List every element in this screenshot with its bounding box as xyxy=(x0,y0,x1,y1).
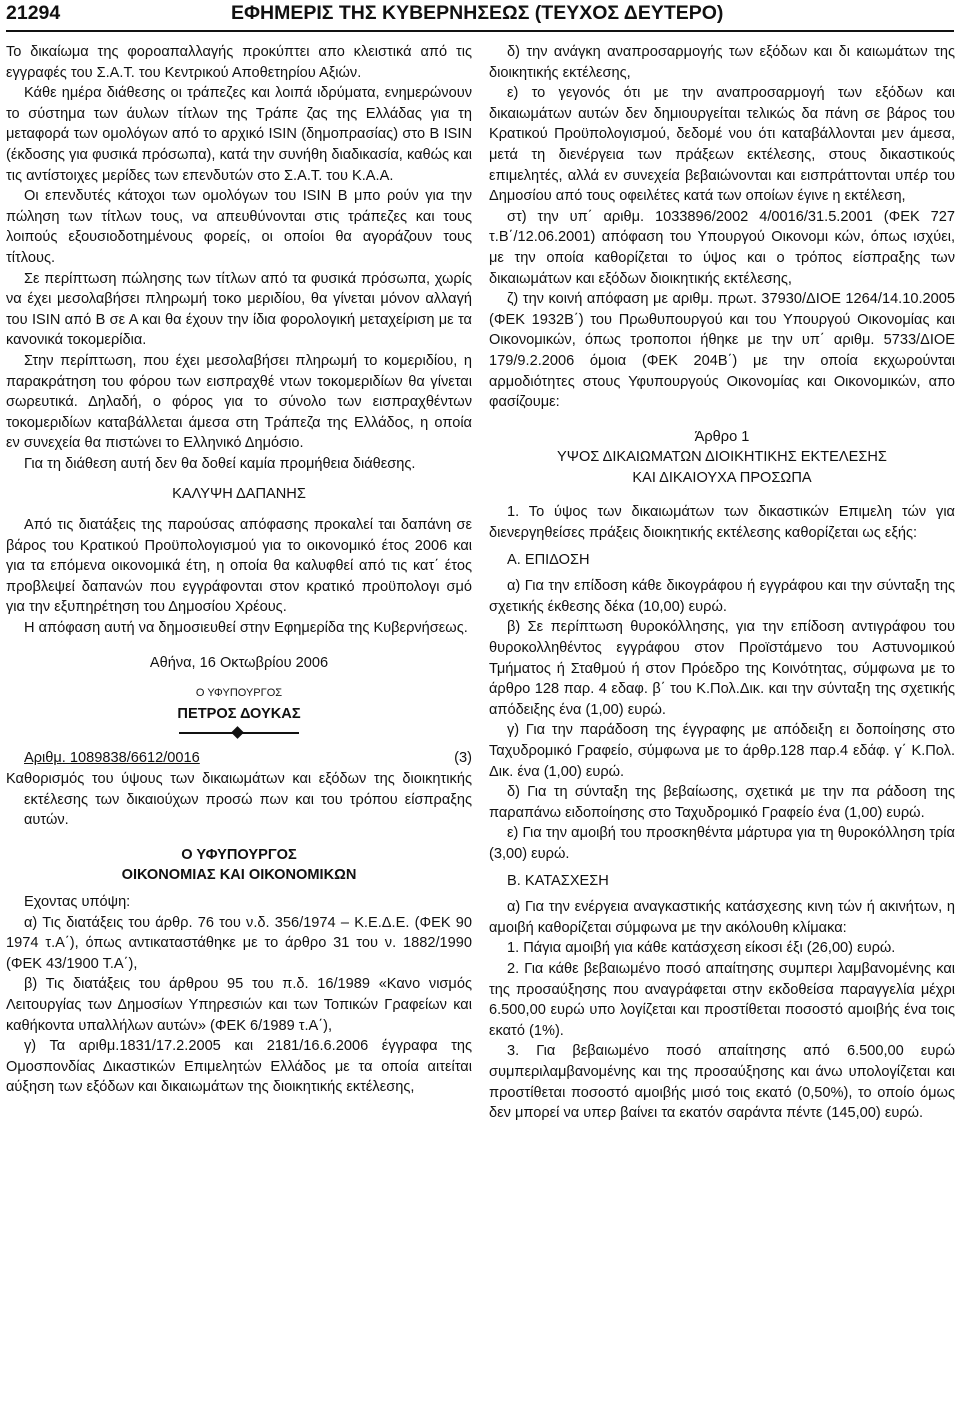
article-title: ΚΑΙ ΔΙΚΑΙΟΥΧΑ ΠΡΟΣΩΠΑ xyxy=(632,469,812,486)
article-title: ΥΨΟΣ ΔΙΚΑΙΩΜΑΤΩΝ ΔΙΟΙΚΗΤΙΚΗΣ ΕΚΤΕΛΕΣΗΣ xyxy=(557,449,887,466)
page-number: 21294 xyxy=(6,2,61,24)
list-item: γ) Για την παράδοση της έγγραφης με απόδειξη ει δοποίησης στο Ταχυδρομικό Γραφείο, σύμφωνα με το άρθρ.128 παρ.4 εδάφ. γ΄ Κ.Πολ. Δικ. ένα (1,00) ευρώ. xyxy=(489,722,955,780)
considering-item: ε) το γεγονός ότι με την αναπροσαρμογή των εξόδων και δικαιωμάτων αυτών δεν δημιουργείται τελικώς δα πάνη σε βάρος του Κρατικού Προϋπολογισμού, δεδομέ νου ότι καταβάλλονται μεν άμεσα, μετά τη διενέργεια των πράξεων εκτέλεσης, στους δικαστικούς επιμελητές, αλλά εν συνεχεία βεβαιώνονται και εισπράττονται υπέρ του Δημοσίου από τους οφειλέτες κατά των οποίων έγινε η εκτέλεση, xyxy=(489,85,955,205)
list-item: ε) Για την αμοιβή του προσκηθέντα μάρτυρα για τη θυροκόλληση τρία (3,00) ευρώ. xyxy=(489,825,955,862)
decision-number-line xyxy=(6,748,472,769)
paragraph: Το δικαίωμα της φοροαπαλλαγής προκύπτει απο κλειστικά από τις εγγραφές του Σ.Α.Τ. του Κεντρικού Αποθετηρίου Αξιών. xyxy=(6,44,472,81)
considering-intro: Εχοντας υπόψη: xyxy=(24,893,131,910)
list-item: δ) Για τη σύνταξη της βεβαίωσης, σχετικά με την πα ράδοση της παραπάνω ειδοποίησης στο Ταχυδρομικό Γραφείο ένα (1,00) ευρώ. xyxy=(489,784,955,821)
decision-index: (3) xyxy=(454,750,472,767)
page-header xyxy=(6,2,956,26)
signatory-name: ΠΕΤΡΟΣ ΔΟΥΚΑΣ xyxy=(177,705,301,722)
decision-title: Καθορισμός του ύψους των δικαιωμάτων και εξόδων της διοικητικής εκτέλεσης των δικαιούχων προσώ πων και του τρόπου είσπραξης αυτών. xyxy=(6,771,472,829)
paragraph: Οι επενδυτές κάτοχοι των ομολόγων του ISIN Β μπο ρούν για την πώληση των τίτλων τους, να απευθύνονται στις τράπεζες και τους λοιπούς εξουσιοδοτημένους φορείς, οι οποίοι θα αγοράζουν τους τίτλους. xyxy=(6,188,472,266)
paragraph: Κάθε ημέρα διάθεσης οι τράπεζες και λοιπά ιδρύματα, ενημερώνουν το σύστημα των άυλων τίτλων της Τράπε ζας της Ελλάδας για τη μεταφορά των ομολόγων από το αρχικό ISIN (δημοπρασίας) στο Β ISIN (έκδοσης για φυσικά πρόσωπα), κατά την συνήθη διαδικασία, καθώς και τις αντίστοιχες μερίδες των επενδυτών στο Σ.Α.Τ. του Κ.Α.Α. xyxy=(6,85,472,184)
considering-item: στ) την υπ΄ αριθμ. 1033896/2002 4/0016/31.5.2001 (ΦΕΚ 727 τ.Β΄/12.06.2001) απόφαση του Υπουργού Οικονομι κών, όπως ισχύει, με την οποία καθορίζεται το ύψος και ο τρόπος είσπραξης των δικαιωμάτων και εξόδων διοικητικής εκτέλεσης, xyxy=(489,208,955,287)
diamond-icon xyxy=(231,727,244,740)
considering-item: α) Τις διατάξεις του άρθρ. 76 του ν.δ. 356/1974 – Κ.Ε.Δ.Ε. (ΦΕΚ 90 1974 τ.Α΄), όπως αντικαταστάθηκε με το άρθρο 31 του ν. 1882/1990 (ΦΕΚ 43/1900 Τ.Α΄), xyxy=(6,914,472,972)
considering-item: ζ) την κοινή απόφαση με αριθμ. πρωτ. 37930/ΔΙΟΕ 1264/14.10.2005 (ΦΕΚ 1932Β΄) του Πρωθυπουργού και του Υπουργού Οικονομίας και Οικονομικών, όπως τροποποι ήθηκε με την υπ΄ αριθμ. 5733/ΔΙΟΕ 179/9.2.2006 όμοια (ΦΕΚ 204Β΄) με την οποία εκχωρούνται αρμοδιότητες στους Υφυπουργούς Οικονομίας και Οικονομικών, απο φασίζουμε: xyxy=(489,291,955,411)
paragraph: Σε περίπτωση πώλησης των τίτλων από τα φυσικά πρόσωπα, χωρίς να έχει μεσολαβήσει πληρωμή τοκο μεριδίου, θα γίνεται μόνον αλλαγή του ISIN από Β σε Α και θα έχουν την ίδια φορολογική μεταχείριση με τα κανονικά τοκομερίδια. xyxy=(6,270,472,349)
list-item: β) Σε περίπτωση θυροκόλλησης, για την επίδοση αντιγράφου του θυροκολληθέντος εγγράφου στον Προϊστάμενο του Αστυνομικού Τμήματος ή Σταθμού ή στον Πρόεδρο της Κοινότητας, σύμφωνα με το άρθρο 128 παρ. 4 εδαφ. β΄ του Κ.Πολ.Δικ. και την σύνταξη της σχετικής απόδειξης ένα (1,00) ευρώ. xyxy=(489,619,955,718)
considering-item: β) Τις διατάξεις του άρθρου 95 του π.δ. 16/1989 «Κανο νισμός Λειτουργίας των Δημοσίων Υπηρεσιών και των Τοπικών Γραφείων και καθήκοντα υπαλλήλων αυτών» (ΦΕΚ 6/1989 τ.Α΄), xyxy=(6,976,472,1034)
list-item: 2. Για κάθε βεβαιωμένο ποσό απαίτησης συμπερι λαμβανομένης και της προσαύξησης που αναγράφεται στην εκδοθείσα παραγγελία μέχρι 6.500,00 ευρώ υπο λογίζεται και προστίθεται ποσοστό αμοιβής ένα τοις εκατό (1%). xyxy=(489,960,955,1039)
signatory-title: Ο ΥΦΥΠΟΥΡΓΟΣ xyxy=(195,687,283,700)
list-item: α) Για την ενέργεια αναγκαστικής κατάσχεσης κινη τών ή ακινήτων, η αμοιβή καθορίζεται σύμφωνα με την ακόλουθη κλίμακα: xyxy=(489,899,955,936)
place-date: Αθήνα, 16 Οκτωβρίου 2006 xyxy=(149,654,329,671)
separator-ornament xyxy=(179,728,299,738)
left-column xyxy=(6,42,472,1098)
header-rule xyxy=(6,30,954,32)
paragraph: Η απόφαση αυτή να δημοσιευθεί στην Εφημερίδα της Κυβερνήσεως. xyxy=(24,620,468,637)
issuer-title: Ο ΥΦΥΠΟΥΡΓΟΣ xyxy=(181,846,297,863)
paragraph: Στην περίπτωση, που έχει μεσολαβήσει πληρωμή το κομεριδίου, η παρακράτηση του φόρου των εισπραχθέ ντων τοκομεριδίων θα γίνεται σωρευτικά. Δηλαδή, ο φόρος για το σύνολο των εισπραχθέντων τοκομεριδίων καταβάλλεται άμεσα στη Τράπεζα της Ελλάδος, η οποία εν συνεχεία θα πιστώνει το Ελληνικό Δημόσιο. xyxy=(6,352,472,452)
list-item: 1. Πάγια αμοιβή για κάθε κατάσχεση είκοσι έξι (26,00) ευρώ. xyxy=(507,940,896,957)
paragraph: Για τη διάθεση αυτή δεν θα δοθεί καμία προμήθεια διάθεσης. xyxy=(24,455,416,472)
considering-item: δ) την ανάγκη αναπροσαρμογής των εξόδων και δι καιωμάτων της διοικητικής εκτέλεσης, xyxy=(489,44,955,81)
right-column xyxy=(489,42,955,1124)
gazette-title: ΕΦΗΜΕΡΙΣ ΤΗΣ ΚΥΒΕΡΝΗΣΕΩΣ (ΤΕΥΧΟΣ ΔΕΥΤΕΡΟ) xyxy=(231,2,724,24)
decision-number: Αριθμ. 1089838/6612/0016 xyxy=(24,750,200,767)
article-number: Άρθρο 1 xyxy=(694,428,750,445)
considering-item: γ) Τα αριθμ.1831/17.2.2005 και 2181/16.6.2006 έγγραφα της Ομοσπονδίας Δικαστικών Επιμελητών Ελλάδος με τα οποία αιτείται αύξηση των εξόδων και δικαιωμάτων της διοικητικής εκτέλεσης, xyxy=(6,1038,472,1096)
paragraph: 1. Το ύψος των δικαιωμάτων των δικαστικών Επιμελη τών για διενεργηθείσες πράξεις διοικητικής εκτέλεσης καθορίζεται ως εξής: xyxy=(489,504,955,542)
section-heading: Β. ΚΑΤΑΣΧΕΣΗ xyxy=(507,872,609,889)
section-heading: Α. ΕΠΙΔΟΣΗ xyxy=(507,551,590,568)
paragraph: Από τις διατάξεις της παρούσας απόφασης προκαλεί ται δαπάνη σε βάρος του Κρατικού Προϋπολογισμού για το οικονομικό έτος 2006 και για τα επόμενα οικονομικά έτη, η οποία θα καλυφθεί από τις κατ΄ έτος προβλεψεί δαπανών που εγγράφονται στον κρατικό προϋπολογι σμό για την εξυπηρέτηση του Δημοσίου Χρέους. xyxy=(6,517,472,616)
section-heading: ΚΑΛΥΨΗ ΔΑΠΑΝΗΣ xyxy=(172,486,306,503)
issuer-ministry: ΟΙΚΟΝΟΜΙΑΣ ΚΑΙ ΟΙΚΟΝΟΜΙΚΩΝ xyxy=(121,867,357,884)
list-item: 3. Για βεβαιωμένο ποσό απαίτησης από 6.500,00 ευρώ συμπεριλαμβανομένης και της προσαύξησης και άνω υπολογίζεται και προστίθεται ποσοστό αμοιβής μισό τοις εκατό (0,50%), το οποίο όμως δεν μπορεί να υπερ βαίνει τα εκατόν σαράντα πέντε (145,00) ευρώ. xyxy=(489,1043,955,1122)
list-item: α) Για την επίδοση κάθε δικογράφου ή εγγράφου και την σύνταξη της σχετικής έκθεσης δέκα (10,00) ευρώ. xyxy=(489,578,955,615)
